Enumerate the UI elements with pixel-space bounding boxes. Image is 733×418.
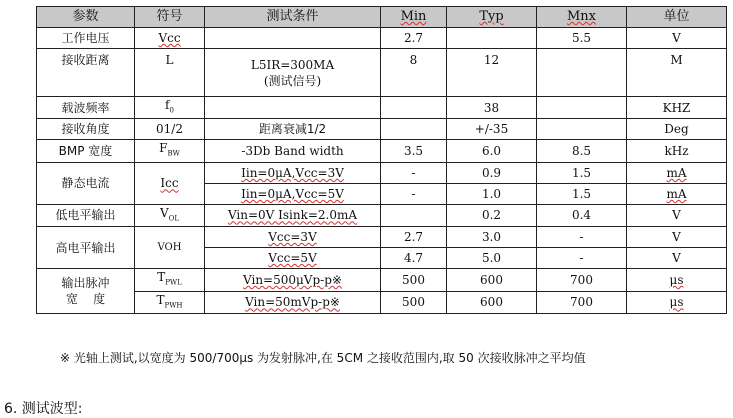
symbol-cell: Icc bbox=[135, 162, 205, 204]
typ-cell: 3.0 bbox=[447, 227, 537, 248]
table-row bbox=[37, 291, 727, 313]
section-heading: 6. 测试波型: bbox=[4, 401, 83, 417]
symbol-cell: $T_{PWH}$ bbox=[135, 291, 205, 313]
table-row bbox=[37, 97, 727, 119]
header-condition: 测试条件 bbox=[205, 7, 381, 28]
condition-cell bbox=[205, 28, 381, 49]
param-line-2: 宽 度 bbox=[65, 292, 106, 307]
max-cell: 5.5 bbox=[537, 28, 627, 49]
min-cell: 3.5 bbox=[381, 140, 447, 162]
param-cell: 静态电流 bbox=[37, 162, 135, 204]
param-cell: 载波频率 bbox=[37, 97, 135, 119]
max-cell: - bbox=[537, 248, 627, 269]
condition-cell: -3Db Band width bbox=[205, 140, 381, 162]
min-cell bbox=[381, 97, 447, 119]
typ-cell: 600 bbox=[447, 291, 537, 313]
unit-cell: Deg bbox=[627, 119, 727, 140]
unit-cell: μs bbox=[627, 269, 727, 291]
typ-cell: 6.0 bbox=[447, 140, 537, 162]
max-cell: 700 bbox=[537, 291, 627, 313]
condition-cell: Vin=500μVp-p※ bbox=[205, 269, 381, 291]
min-cell: 4.7 bbox=[381, 248, 447, 269]
symbol-cell: $f_0$ bbox=[135, 97, 205, 119]
typ-cell: 12 bbox=[447, 49, 537, 97]
param-cell: 接收距离 bbox=[37, 49, 135, 97]
condition-line-2: (测试信号) bbox=[263, 73, 322, 88]
max-cell: - bbox=[537, 227, 627, 248]
unit-cell: V bbox=[627, 248, 727, 269]
max-cell bbox=[537, 119, 627, 140]
min-cell: 2.7 bbox=[381, 227, 447, 248]
typ-cell: 1.0 bbox=[447, 183, 537, 204]
condition-cell: Vin=0V Isink=2.0mA bbox=[205, 204, 381, 226]
max-cell bbox=[537, 97, 627, 119]
footnote: ※ 光轴上测试,以宽度为 500/700μs 为发射脉冲,在 5CM 之接收范围内,取 50 次接收脉冲之平均值 bbox=[60, 351, 586, 365]
max-cell: 1.5 bbox=[537, 162, 627, 183]
unit-cell: V bbox=[627, 28, 727, 49]
symbol-cell: 01/2 bbox=[135, 119, 205, 140]
symbol-cell: $T_{PWL}$ bbox=[135, 269, 205, 291]
spec-table bbox=[36, 6, 727, 314]
min-cell: - bbox=[381, 183, 447, 204]
table-row bbox=[37, 204, 727, 226]
param-cell: 低电平输出 bbox=[37, 204, 135, 226]
symbol-cell: $F_{BW}$ bbox=[135, 140, 205, 162]
table-row bbox=[37, 227, 727, 248]
max-cell: 8.5 bbox=[537, 140, 627, 162]
header-max: Mnx bbox=[537, 7, 627, 28]
typ-cell: 38 bbox=[447, 97, 537, 119]
min-cell: - bbox=[381, 162, 447, 183]
symbol-cell: L bbox=[135, 49, 205, 97]
min-cell bbox=[381, 119, 447, 140]
unit-cell: mA bbox=[627, 183, 727, 204]
typ-cell: +/-35 bbox=[447, 119, 537, 140]
table-row bbox=[37, 119, 727, 140]
min-cell bbox=[381, 204, 447, 226]
typ-cell: 5.0 bbox=[447, 248, 537, 269]
unit-cell: V bbox=[627, 204, 727, 226]
max-cell: 0.4 bbox=[537, 204, 627, 226]
max-cell bbox=[537, 49, 627, 97]
table-row bbox=[37, 140, 727, 162]
min-cell: 2.7 bbox=[381, 28, 447, 49]
condition-cell: Iin=0μA,Vcc=5V bbox=[205, 183, 381, 204]
header-unit: 单位 bbox=[627, 7, 727, 28]
unit-cell: KHZ bbox=[627, 97, 727, 119]
condition-cell bbox=[205, 97, 381, 119]
unit-cell: kHz bbox=[627, 140, 727, 162]
min-cell: 8 bbox=[381, 49, 447, 97]
param-cell: 工作电压 bbox=[37, 28, 135, 49]
param-cell: 接收角度 bbox=[37, 119, 135, 140]
table-row bbox=[37, 49, 727, 97]
condition-cell: Vcc=3V bbox=[205, 227, 381, 248]
symbol-cell: Vcc bbox=[135, 28, 205, 49]
min-cell: 500 bbox=[381, 269, 447, 291]
max-cell: 1.5 bbox=[537, 183, 627, 204]
param-cell: 高电平输出 bbox=[37, 227, 135, 269]
max-cell: 700 bbox=[537, 269, 627, 291]
condition-cell: 距离衰减1/2 bbox=[205, 119, 381, 140]
condition-cell bbox=[205, 49, 381, 97]
unit-cell: M bbox=[627, 49, 727, 97]
symbol-cell: VOH bbox=[135, 227, 205, 269]
typ-cell: 0.2 bbox=[447, 204, 537, 226]
table-row bbox=[37, 28, 727, 49]
condition-cell: Iin=0μA,Vcc=3V bbox=[205, 162, 381, 183]
unit-cell: mA bbox=[627, 162, 727, 183]
header-row bbox=[37, 7, 727, 28]
typ-cell: 0.9 bbox=[447, 162, 537, 183]
header-min: Min bbox=[381, 7, 447, 28]
param-cell bbox=[37, 269, 135, 314]
header-param: 参数 bbox=[37, 7, 135, 28]
table-row bbox=[37, 162, 727, 183]
typ-cell bbox=[447, 28, 537, 49]
condition-line-1: L5IR=300MA bbox=[250, 57, 335, 72]
header-symbol: 符号 bbox=[135, 7, 205, 28]
table-row bbox=[37, 269, 727, 291]
param-line-1: 输出脉冲 bbox=[61, 276, 110, 291]
unit-cell: μs bbox=[627, 291, 727, 313]
symbol-cell: $V_{OL}$ bbox=[135, 204, 205, 226]
header-typ: Typ bbox=[447, 7, 537, 28]
condition-cell: Vin=50mVp-p※ bbox=[205, 291, 381, 313]
min-cell: 500 bbox=[381, 291, 447, 313]
condition-cell: Vcc=5V bbox=[205, 248, 381, 269]
typ-cell: 600 bbox=[447, 269, 537, 291]
param-cell: BMP 宽度 bbox=[37, 140, 135, 162]
unit-cell: V bbox=[627, 227, 727, 248]
